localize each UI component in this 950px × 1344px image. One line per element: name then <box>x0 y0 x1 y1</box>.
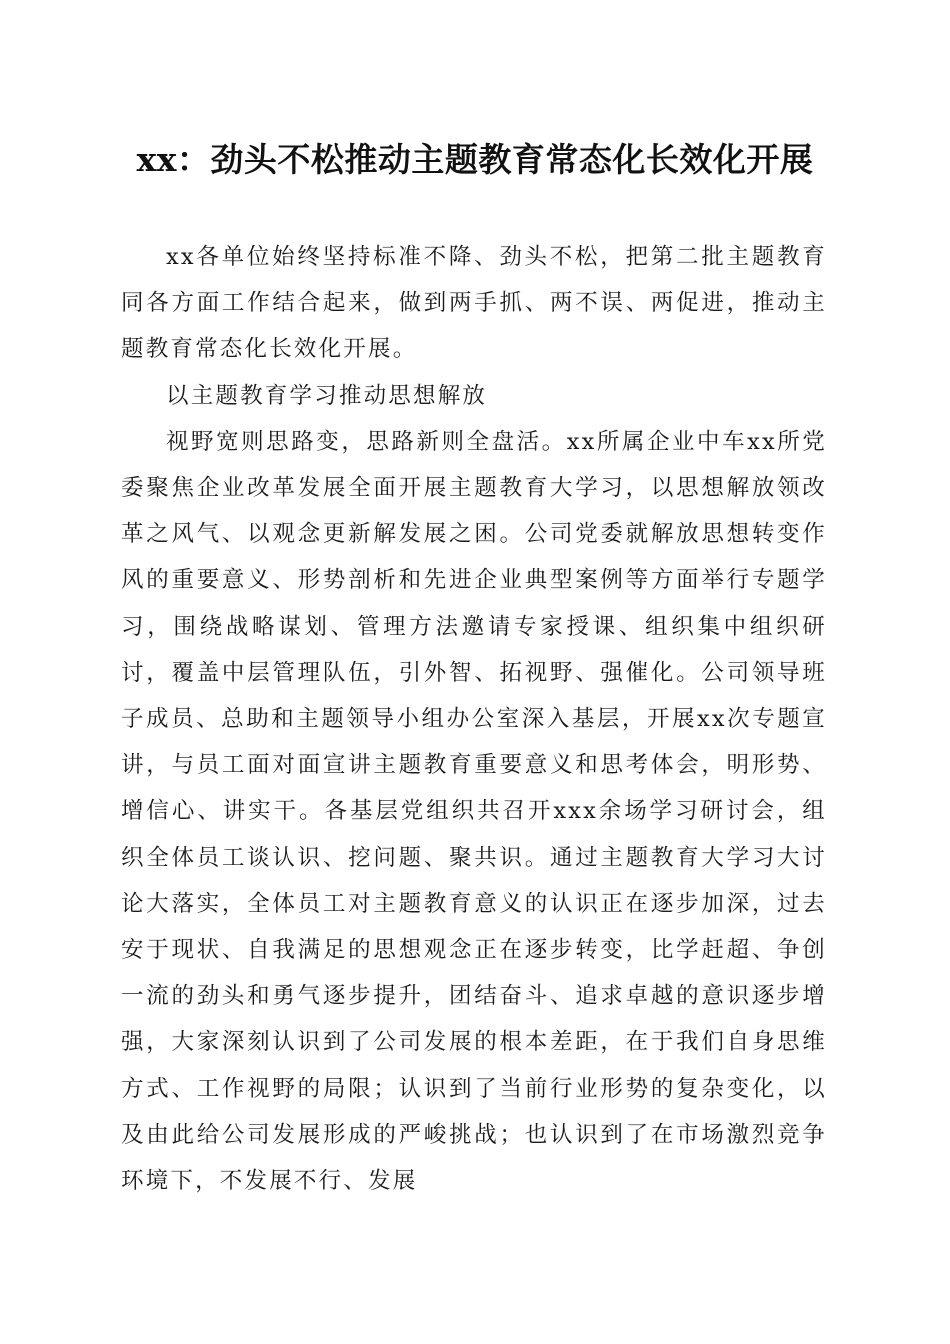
section-heading: 以主题教育学习推动思想解放 <box>166 382 488 409</box>
document-body <box>121 234 827 1204</box>
body-paragraph: 视野宽则思路变，思路新则全盘活。xx所属企业中车xx所党委聚焦企业改革发展全面开展主题教育大学习，以思想解放领改革之风气、以观念更新解发展之困。公司党委就解放思想转变作风的重要意义、形势剖析和先进企业典型案例等方面举行专题学习，围绕战略谋划、管理方法邀请专家授课、组织集中组织研讨，覆盖中层管理队伍，引外智、拓视野、强催化。公司领导班子成员、总助和主题领导小组办公室深入基层，开展xx次专题宣讲，与员工面对面宣讲主题教育重要意义和思考体会，明形势、增信心、讲实干。各基层党组织共召开xxx余场学习研讨会，组织全体员工谈认识、挖问题、聚共识。通过主题教育大学习大讨论大落实，全体员工对主题教育意义的认识正在逐步加深，过去安于现状、自我满足的思想观念正在逐步转变，比学赶超、争创一流的劲头和勇气逐步提升，团结奋斗、追求卓越的意识逐步增强，大家深刻认识到了公司发展的根本差距，在于我们自身思维方式、工作视野的局限；认识到了当前行业形势的复杂变化，以及由此给公司发展形成的严峻挑战；也认识到了在市场激烈竞争环境下，不发展不行、发展 <box>121 428 827 1195</box>
document-title: xx：劲头不松推动主题教育常态化长效化开展 <box>136 140 814 179</box>
intro-paragraph: xx各单位始终坚持标准不降、劲头不松，把第二批主题教育同各方面工作结合起来，做到两手抓、两不误、两促进，推动主题教育常态化长效化开展。 <box>121 244 827 363</box>
